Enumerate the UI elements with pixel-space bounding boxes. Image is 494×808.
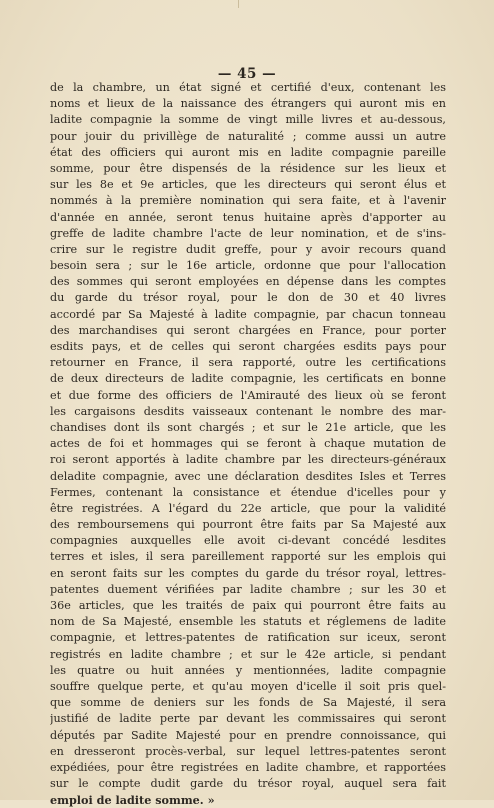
text-line: état des officiers qui auront mis en ladite compagnie pareille bbox=[50, 145, 446, 159]
text-line: esdits pays, et de celles qui seront chargées esdits pays pour bbox=[50, 340, 446, 353]
page-edge-mark bbox=[238, 0, 239, 8]
text-line: compagnie, et lettres-patentes de ratification sur iceux, seront bbox=[50, 631, 446, 645]
text-line: d'année en année, seront tenus huitaine après d'apporter au bbox=[50, 210, 446, 224]
body-text bbox=[50, 80, 446, 808]
text-line: greffe de ladite chambre l'acte de leur nomination, et de s'ins- bbox=[50, 226, 446, 240]
text-line: et due forme des officiers de l'Amirauté des lieux où se feront bbox=[50, 388, 446, 402]
text-line: en seront faits sur les comptes du garde du trésor royal, lettres- bbox=[50, 566, 446, 580]
text-line: accordé par Sa Majesté à ladite compagnie, par chacun tonneau bbox=[50, 307, 446, 321]
text-line: noms et lieux de la naissance des étrangers qui auront mis en bbox=[50, 97, 446, 111]
text-line: emploi de ladite somme. » bbox=[50, 793, 215, 808]
text-line: des sommes qui seront employées en dépense dans les comptes bbox=[50, 275, 446, 289]
text-line: être registrées. A l'égard du 22e article, que pour la validité bbox=[50, 501, 446, 515]
text-line: retourner en France, il sera rapporté, outre les certifications bbox=[50, 356, 446, 370]
text-line: registrés en ladite chambre ; et sur le 42e article, si pendant bbox=[50, 647, 446, 661]
text-line: besoin sera ; sur le 16e article, ordonne que pour l'allocation bbox=[50, 259, 446, 273]
page-number: — 45 — bbox=[217, 66, 277, 82]
text-line: Fermes, contenant la consistance et étendue d'icelles pour y bbox=[50, 485, 446, 499]
text-line: des marchandises qui seront chargées en France, pour porter bbox=[50, 323, 446, 337]
text-line: du garde du trésor royal, pour le don de 30 et 40 livres bbox=[50, 291, 446, 305]
text-line: nom de Sa Majesté, ensemble les statuts et réglemens de ladite bbox=[50, 615, 446, 629]
text-line: sur le compte dudit garde du trésor royal, auquel sera fait bbox=[50, 777, 446, 791]
text-line: patentes duement vérifiées par ladite chambre ; sur les 30 et bbox=[50, 582, 446, 596]
text-line: justifié de ladite perte par devant les commissaires qui seront bbox=[50, 712, 446, 726]
text-line: de deux directeurs de ladite compagnie, les certificats en bonne bbox=[50, 372, 446, 386]
text-line: somme, pour être dispensés de la résidence sur les lieux et bbox=[50, 161, 446, 175]
text-line: actes de foi et hommages qui se feront à chaque mutation de bbox=[50, 437, 446, 451]
text-line: sur les 8e et 9e articles, que les directeurs qui seront élus et bbox=[50, 178, 446, 192]
text-line: les cargaisons desdits vaisseaux contenant le nombre des mar- bbox=[50, 404, 446, 418]
text-line: en dresseront procès-verbal, sur lequel lettres-patentes seront bbox=[50, 744, 446, 758]
text-line: de la chambre, un état signé et certifié d'eux, contenant les bbox=[50, 81, 446, 94]
text-line: deladite compagnie, avec une déclaration desdites Isles et Terres bbox=[50, 469, 446, 483]
text-line: que somme de deniers sur les fonds de Sa Majesté, il sera bbox=[50, 696, 446, 710]
text-line: souffre quelque perte, et qu'au moyen d'icelle il soit pris quel- bbox=[50, 679, 446, 693]
text-line: 36e articles, que les traités de paix qui pourront être faits au bbox=[50, 599, 446, 612]
text-line: nommés à la première nomination qui sera faite, et à l'avenir bbox=[50, 194, 446, 208]
text-line: ladite compagnie la somme de vingt mille livres et au-dessous, bbox=[50, 113, 446, 127]
text-line: compagnies auxquelles elle avoit ci-devant concédé lesdites bbox=[50, 534, 446, 548]
text-line: pour jouir du privillège de naturalité ; comme aussi un autre bbox=[50, 129, 446, 143]
text-line: crire sur le registre dudit greffe, pour y avoir recours quand bbox=[50, 242, 446, 256]
text-line: terres et isles, il sera pareillement rapporté sur les emplois qui bbox=[50, 550, 446, 564]
text-line: roi seront apportés à ladite chambre par les directeurs-généraux bbox=[50, 453, 446, 467]
text-line: expédiées, pour être registrées en ladite chambre, et rapportées bbox=[50, 760, 446, 774]
text-line: les quatre ou huit années y mentionnées, ladite compagnie bbox=[50, 663, 446, 677]
text-line: chandises dont ils sont chargés ; et sur le 21e article, que les bbox=[50, 420, 446, 434]
text-line: des remboursemens qui pourront être faits par Sa Majesté aux bbox=[50, 518, 446, 532]
text-line: députés par Sadite Majesté pour en prendre connoissance, qui bbox=[50, 728, 446, 742]
